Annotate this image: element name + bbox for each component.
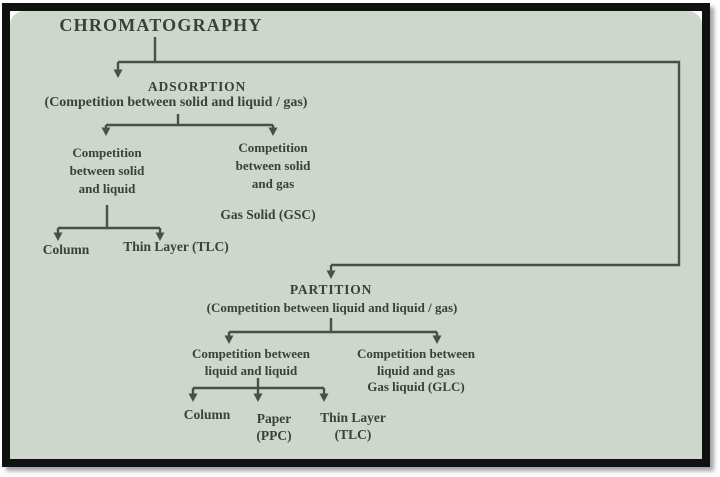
arrow-down-icon [114, 70, 123, 79]
node-line: Thin Layer [320, 410, 386, 425]
leaf-column-partition: Column [183, 407, 231, 422]
node-line: Gas liquid (GLC) [367, 379, 465, 394]
node-solid-liquid [70, 144, 145, 198]
arrow-down-icon [433, 336, 442, 345]
arrow-down-icon [225, 336, 234, 345]
arrow-down-icon [320, 394, 329, 403]
node-line: liquid and gas [376, 362, 456, 378]
arrow-down-icon [254, 394, 263, 403]
node-line: Competition [72, 145, 142, 160]
arrow-down-icon [269, 128, 278, 137]
node-liquid-gas [357, 346, 475, 396]
arrow-down-icon [327, 271, 336, 280]
node-liquid-liquid [192, 346, 310, 379]
partition-subtitle: (Competition between liquid and liquid / gas) [206, 300, 458, 315]
root-node: CHROMATOGRAPHY [59, 15, 263, 35]
node-line: Competition between [356, 346, 476, 361]
node-line: between solid [235, 158, 311, 173]
arrow-down-icon [189, 394, 198, 403]
arrow-down-icon [54, 233, 63, 242]
leaf-paper-ppc [256, 410, 291, 444]
node-line: Paper [256, 411, 292, 426]
node-line: (TLC) [334, 427, 372, 442]
node-line: and gas [251, 176, 295, 191]
node-gas-solid-gsc: Gas Solid (GSC) [220, 207, 316, 222]
node-line: between solid [69, 163, 145, 178]
adsorption-heading: ADSORPTION [147, 79, 247, 94]
node-line: (PPC) [256, 428, 292, 443]
adsorption-subtitle: (Competition between solid and liquid / gas) [44, 95, 308, 110]
leaf-thin-layer-adsorption: Thin Layer (TLC) [123, 239, 229, 254]
leaf-column-adsorption: Column [42, 242, 90, 257]
node-line: Competition between [191, 346, 311, 361]
node-line: Competition [238, 140, 308, 155]
leaf-thin-layer-partition [320, 409, 386, 443]
node-line: liquid and liquid [204, 362, 298, 378]
node-line: and liquid [78, 181, 136, 196]
arrow-down-icon [102, 128, 111, 137]
node-solid-gas [236, 139, 311, 193]
partition-heading: PARTITION [289, 282, 373, 297]
